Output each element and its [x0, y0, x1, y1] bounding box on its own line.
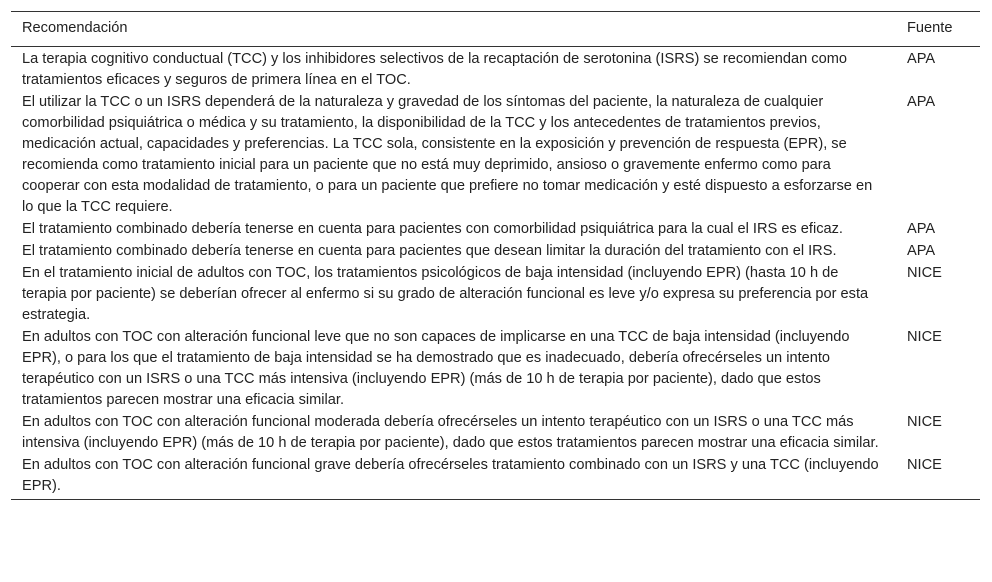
- table-row: [11, 263, 980, 327]
- source-cell: NICE: [896, 455, 980, 500]
- recommendation-cell: En adultos con TOC con alteración funcional leve que no son capaces de implicarse en una TCC de baja intensidad (incluyendo EPR), o para los que el tratamiento de baja intensidad se ha demostrado que es inadecuado, debería ofrecérseles un intento terapéutico con un ISRS o una TCC más intensiva (incluyendo EPR) (más de 10 h de terapia por paciente), dado que estos tratamientos parecen mostrar una eficacia similar.: [22, 329, 850, 408]
- header-source: Fuente: [896, 12, 980, 47]
- table-row: [11, 455, 980, 500]
- table-header: [11, 12, 980, 47]
- source-cell: NICE: [907, 414, 942, 430]
- source-cell: APA: [907, 94, 936, 110]
- table-row: [11, 219, 980, 241]
- header-row: [11, 12, 980, 47]
- recommendation-cell: El utilizar la TCC o un ISRS dependerá de la naturaleza y gravedad de los síntomas del paciente, la naturaleza de cualquier comorbilidad psiquiátrica o médica y su tratamiento, la disponibilidad de la TCC y los antecedentes de tratamientos previos, medicación actual, capacidades y preferencias. La TCC sola, consistente en la exposición y prevención de respuesta (EPR), se recomienda como tratamiento inicial para un paciente que no está muy deprimido, ansioso o gravemente enfermo como para cooperar con esta modalidad de tratamiento, o para un paciente que prefiere no tomar medicación y esté dispuesto a esforzarse en lo que la TCC requiere.: [22, 94, 873, 215]
- source-cell: NICE: [907, 329, 942, 345]
- header-recommendation: Recomendación: [11, 12, 896, 47]
- recommendation-cell: En el tratamiento inicial de adultos con TOC, los tratamientos psicológicos de baja intensidad (incluyendo EPR) (hasta 10 h de terapia por paciente) se deberían ofrecer al enfermo si su grado de alteración funcional es leve y/o expresa su preferencia por esta estrategia.: [22, 265, 869, 323]
- recommendation-cell: En adultos con TOC con alteración funcional grave debería ofrecérseles tratamiento combinado con un ISRS y una TCC (incluyendo EPR).: [11, 455, 896, 500]
- table-body: [11, 47, 980, 500]
- source-cell: APA: [907, 51, 936, 67]
- table-row: [11, 327, 980, 412]
- recommendation-cell: La terapia cognitivo conductual (TCC) y los inhibidores selectivos de la recaptación de serotonina (ISRS) se recomiendan como tratamientos eficaces y seguros de primera línea en el TOC.: [22, 51, 847, 88]
- table-row: [11, 92, 980, 219]
- recommendation-cell: El tratamiento combinado debería tenerse en cuenta para pacientes que desean limitar la duración del tratamiento con el IRS.: [22, 243, 837, 259]
- recommendation-cell: El tratamiento combinado debería tenerse en cuenta para pacientes con comorbilidad psiquiátrica para la cual el IRS es eficaz.: [22, 221, 843, 237]
- recommendations-table-container: [11, 11, 980, 500]
- source-cell: NICE: [907, 265, 942, 281]
- table-row: [11, 241, 980, 263]
- table-row: [11, 412, 980, 455]
- source-cell: APA: [907, 221, 936, 237]
- recommendations-table: [11, 11, 980, 500]
- source-cell: APA: [907, 243, 936, 259]
- recommendation-cell: En adultos con TOC con alteración funcional moderada debería ofrecérseles un intento terapéutico con un ISRS o una TCC más intensiva (incluyendo EPR) (más de 10 h de terapia por paciente), dado que estos tratamientos parecen mostrar una eficacia similar.: [22, 414, 879, 451]
- table-row: [11, 47, 980, 93]
